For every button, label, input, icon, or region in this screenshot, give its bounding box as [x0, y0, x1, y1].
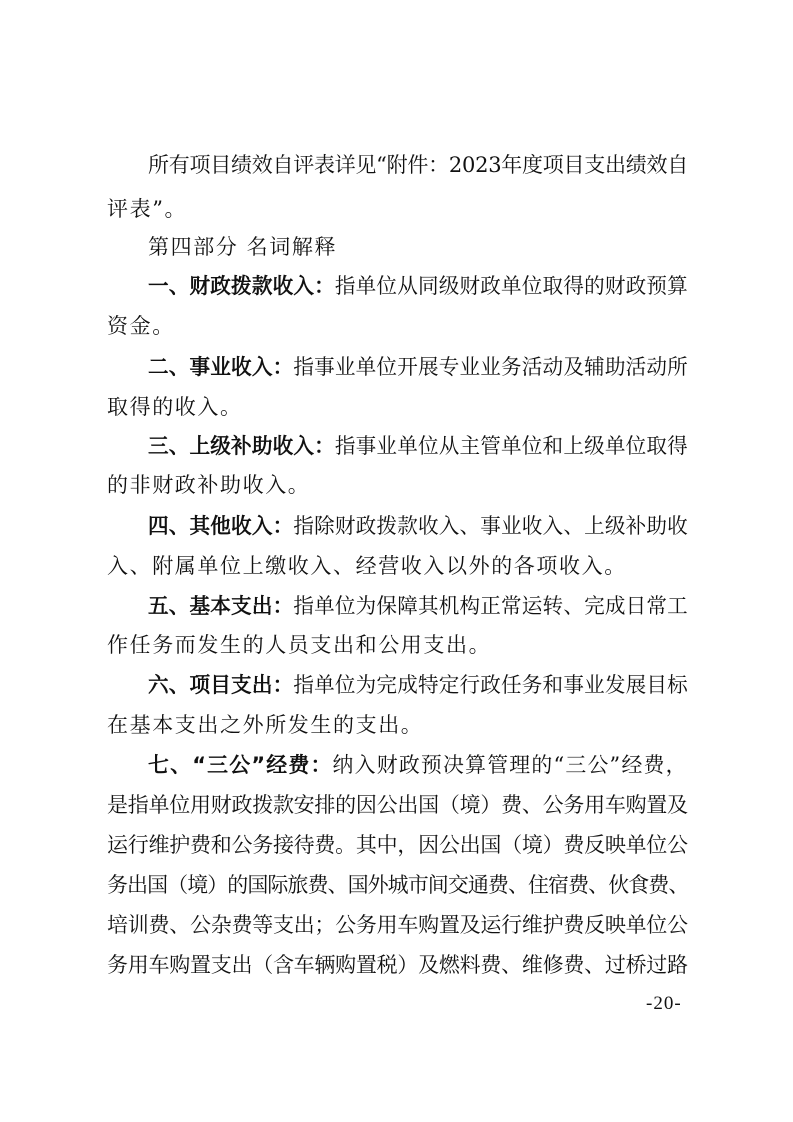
definition-line: 的非财政补助收入。 — [107, 473, 311, 497]
definition-term: 六、项目支出： — [148, 673, 294, 697]
definition-text: 指除财政拨款收入、事业收入、上级补助收 — [293, 514, 688, 538]
definition-line — [148, 672, 688, 698]
definition-line: 培训费、公杂费等支出；公务用车购置及运行维护费反映单位公 — [107, 913, 688, 937]
definition-line — [148, 752, 688, 778]
definition-line: 务出国（境）的国际旅费、国外城市间交通费、住宿费、伙食费、 — [107, 873, 689, 897]
definition-line: 取得的收入。 — [107, 395, 243, 419]
definition-term: 三、上级补助收入： — [148, 434, 335, 458]
definition-text: 指单位为保障其机构正常运转、完成日常工 — [293, 594, 688, 618]
section-heading: 第四部分 名词解释 — [148, 235, 338, 259]
definition-text: 指单位从同级财政单位取得的财政预算 — [334, 274, 688, 298]
definition-term: 五、基本支出： — [148, 594, 294, 618]
definition-line: 是指单位用财政拨款安排的因公出国（境）费、公务用车购置及 — [107, 793, 688, 817]
definition-line — [148, 513, 688, 539]
page-number: -20- — [646, 993, 682, 1014]
definition-text: 指事业单位从主管单位和上级单位取得 — [334, 434, 688, 458]
definition-line — [148, 273, 688, 299]
definition-line: 务用车购置支出（含车辆购置税）及燃料费、维修费、过桥过路 — [107, 953, 688, 977]
definition-line: 资金。 — [107, 314, 175, 338]
definition-term: 一、财政拨款收入： — [148, 274, 335, 298]
paragraph-line: 评表”。 — [107, 197, 188, 221]
definition-line: 作任务而发生的人员支出和公用支出。 — [107, 633, 492, 657]
definition-term: 四、其他收入： — [148, 514, 294, 538]
definition-term: 二、事业收入： — [148, 355, 294, 379]
paragraph-line: 所有项目绩效自评表详见“附件：2023年度项目支出绩效自 — [148, 153, 688, 177]
definition-text: 指单位为完成特定行政任务和事业发展目标 — [293, 673, 688, 697]
definition-text: 纳入财政预决算管理的“三公”经费， — [332, 753, 688, 777]
definition-text: 指事业单位开展专业业务活动及辅助活动所 — [293, 355, 688, 379]
definition-line: 运行维护费和公务接待费。其中，因公出国（境）费反映单位公 — [107, 833, 688, 857]
definition-line: 在基本支出之外所发生的支出。 — [107, 713, 424, 737]
definition-term: 七、“三公”经费： — [148, 753, 333, 777]
definition-line — [148, 354, 688, 380]
definition-line: 入、附属单位上缴收入、经营收入以外的各项收入。 — [107, 554, 627, 578]
definition-line — [148, 433, 688, 459]
definition-line — [148, 593, 688, 619]
